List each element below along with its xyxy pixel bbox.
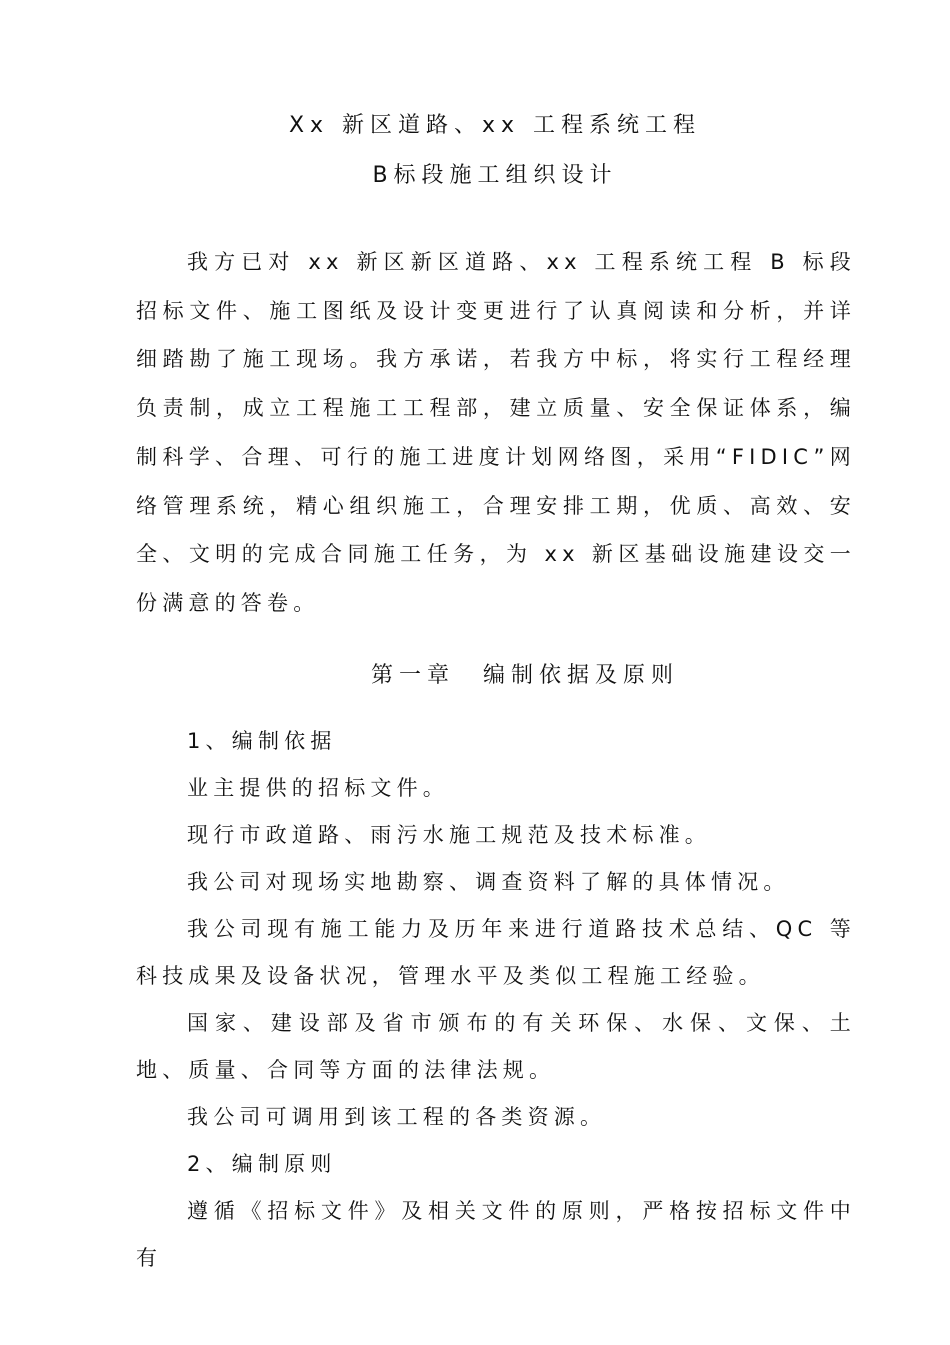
section-heading-basis: 1、编制依据 — [187, 729, 337, 753]
section-heading-principles: 2、编制原则 — [187, 1152, 337, 1176]
document-title-line1: Xx 新区道路、xx 工程系统工程 — [288, 113, 702, 138]
basis-item-tender-docs: 业主提供的招标文件。 — [187, 776, 449, 800]
principle-item-1: 遵循《招标文件》及相关文件的原则，严格按招标文件中有 — [136, 1199, 856, 1270]
chapter-body — [136, 718, 856, 1282]
basis-item-site-survey: 我公司对现场实地勘察、调查资料了解的具体情况。 — [187, 870, 790, 894]
basis-item-standards: 现行市政道路、雨污水施工规范及技术标准。 — [187, 823, 711, 847]
intro-paragraph: 我方已对 xx 新区新区道路、xx 工程系统工程 B 标段招标文件、施工图纸及设计变更进行了认真阅读和分析，并详细踏勘了施工现场。我方承诺，若我方中标，将实行工程经理负责制，成立工程施工工程部，建立质量、安全保证体系，编制科学、合理、可行的施工进度计划网络图，采用“FIDIC”网络管理系统，精心组织施工，合理安排工期，优质、高效、安全、文明的完成合同施工任务，为 xx 新区基础设施建设交一份满意的答卷。 — [136, 250, 856, 615]
document-title-line2: B标段施工组织设计 — [372, 163, 618, 188]
basis-item-regulations: 国家、建设部及省市颁布的有关环保、水保、文保、土地、质量、合同等方面的法律法规。 — [136, 1011, 856, 1082]
chapter-heading: 第一章 编制依据及原则 — [370, 663, 679, 688]
basis-item-capability: 我公司现有施工能力及历年来进行道路技术总结、QC 等科技成果及设备状况，管理水平及类似工程施工经验。 — [136, 917, 856, 988]
basis-item-resources: 我公司可调用到该工程的各类资源。 — [187, 1105, 607, 1129]
